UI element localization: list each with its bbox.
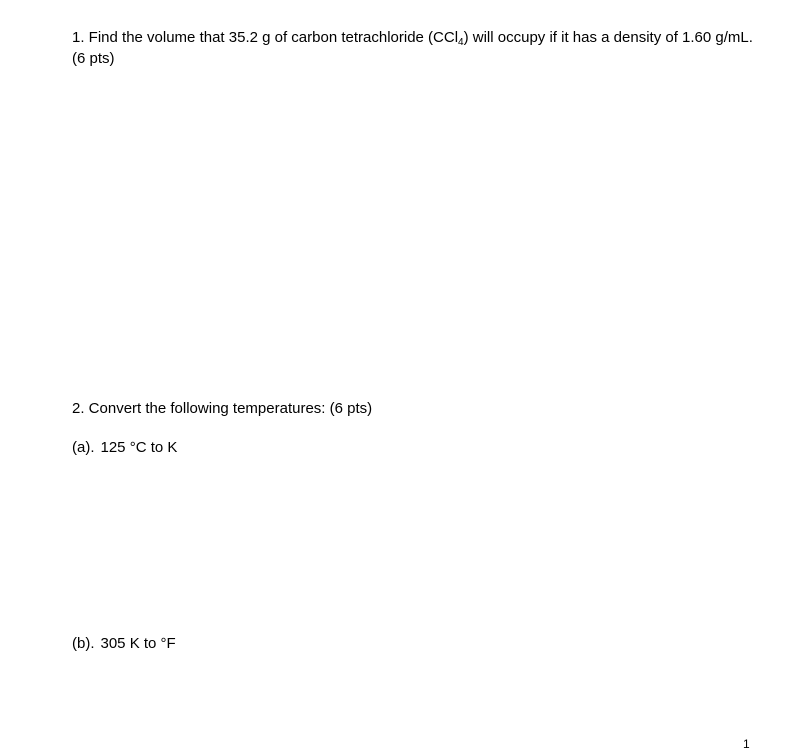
question-2-prompt: 2. Convert the following temperatures: (6 pts) [72, 400, 373, 417]
part-a-label: (a). [72, 439, 95, 456]
question-1-text-start: 1. Find the volume that 35.2 g of carbon tetrachloride (CCl [72, 29, 459, 46]
question-1-text [72, 29, 753, 47]
chemical-subscript: 4 [458, 37, 464, 48]
part-b-label: (b). [72, 635, 95, 652]
question-2-part-b [72, 635, 176, 653]
page-number: 1 [743, 737, 750, 751]
question-1-text-end: ) will occupy if it has a density of 1.60 g/mL. [463, 29, 753, 46]
part-b-text: 305 K to °F [100, 635, 176, 652]
question-2-part-a [72, 439, 177, 457]
question-1-points: (6 pts) [72, 50, 115, 67]
part-a-text: 125 °C to K [100, 439, 178, 456]
